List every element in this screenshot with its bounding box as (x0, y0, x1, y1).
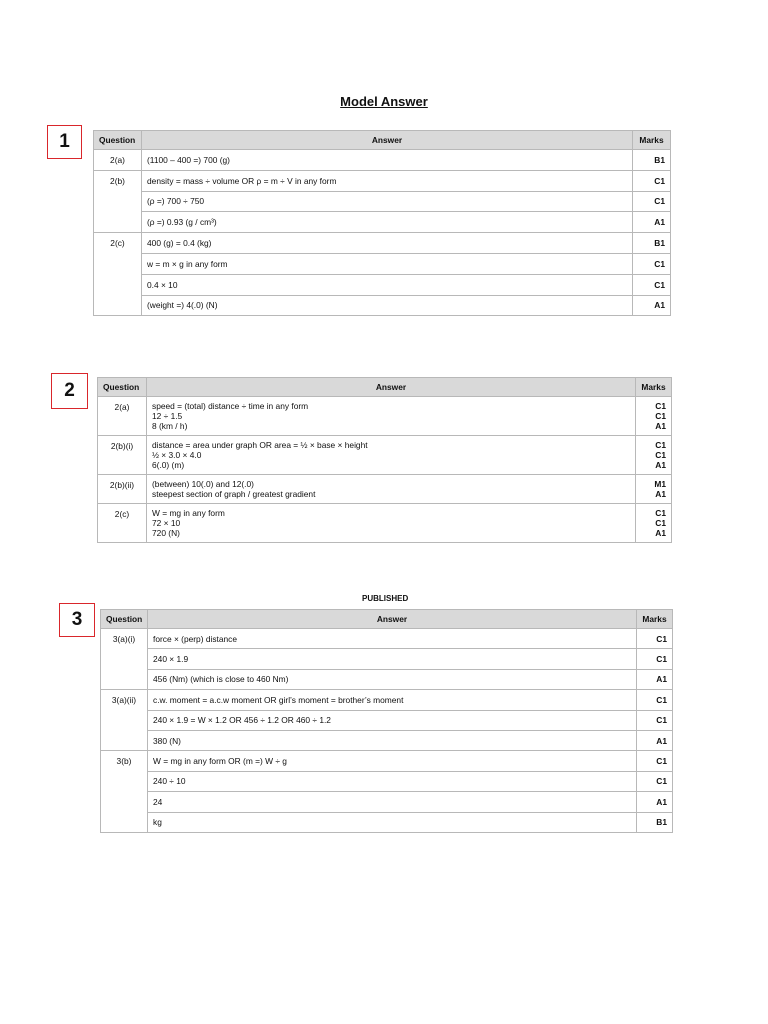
marks-cell: C1 (633, 191, 671, 212)
mark-line: C1 (655, 518, 666, 528)
table-row (94, 212, 671, 233)
answer-line: 12 ÷ 1.5 (152, 411, 183, 421)
marks-cell: C1 (637, 690, 673, 710)
question-number-cell: 2(a) (94, 150, 142, 171)
answer-line: distance = area under graph OR area = ½ × base × height (152, 440, 368, 450)
marks-header: Marks (637, 610, 673, 629)
mark-line: M1 (654, 479, 666, 489)
question-header: Question (94, 131, 142, 150)
table-row (101, 812, 673, 832)
marks-cell: B1 (637, 812, 673, 832)
question-header: Question (101, 610, 148, 629)
marks-cell: C1 (633, 274, 671, 295)
table-row (94, 233, 671, 254)
table-row (101, 710, 673, 730)
answer-cell: 24 (148, 792, 637, 812)
mark-line: C1 (655, 401, 666, 411)
table-row (94, 274, 671, 295)
answer-cell: force × (perp) distance (148, 629, 637, 649)
mark-scheme-table-1 (93, 130, 671, 316)
answer-header: Answer (148, 610, 637, 629)
marks-cell: A1 (633, 212, 671, 233)
answer-cell (147, 504, 636, 543)
answer-header: Answer (142, 131, 633, 150)
marks-cell: A1 (633, 295, 671, 316)
marks-cell (636, 397, 672, 436)
answer-cell: 456 (Nm) (which is close to 460 Nm) (148, 669, 637, 689)
answer-line: 6(.0) (m) (152, 460, 185, 470)
answer-cell: c.w. moment = a.c.w moment OR girl’s moment = brother’s moment (148, 690, 637, 710)
marks-cell: C1 (637, 751, 673, 771)
answer-cell: 240 × 1.9 (148, 649, 637, 669)
table-row (98, 475, 672, 504)
answer-line: (between) 10(.0) and 12(.0) (152, 479, 254, 489)
answer-cell: 240 ÷ 10 (148, 771, 637, 791)
answer-cell: (ρ =) 0.93 (g / cm³) (142, 212, 633, 233)
table-row (98, 397, 672, 436)
table-row (101, 690, 673, 710)
answer-cell: 240 × 1.9 = W × 1.2 OR 456 ÷ 1.2 OR 460 ÷ 1.2 (148, 710, 637, 730)
table-row (101, 649, 673, 669)
answer-line: 720 (N) (152, 528, 180, 538)
question-number-cell: 3(a)(ii) (101, 690, 148, 751)
mark-line: C1 (655, 450, 666, 460)
marks-cell: B1 (633, 150, 671, 171)
table-row (98, 436, 672, 475)
answer-line: speed = (total) distance ÷ time in any form (152, 401, 309, 411)
question-number-cell: 3(a)(i) (101, 629, 148, 690)
marks-cell (636, 436, 672, 475)
question-number-cell: 2(c) (94, 233, 142, 316)
question-number-cell: 2(b)(i) (98, 436, 147, 475)
table-row (94, 295, 671, 316)
question-number-cell: 2(a) (98, 397, 147, 436)
answer-cell: w = m × g in any form (142, 253, 633, 274)
marks-cell (636, 475, 672, 504)
table-row (101, 771, 673, 791)
marks-cell: C1 (637, 771, 673, 791)
answer-line: steepest section of graph / greatest gradient (152, 489, 316, 499)
mark-line: C1 (655, 508, 666, 518)
marks-cell: C1 (637, 649, 673, 669)
answer-cell (147, 475, 636, 504)
mark-line: C1 (655, 440, 666, 450)
answer-line: 72 × 10 (152, 518, 181, 528)
table-row (94, 191, 671, 212)
answer-cell: 400 (g) = 0.4 (kg) (142, 233, 633, 254)
question-number-cell: 2(b)(ii) (98, 475, 147, 504)
badge-2: 2 (51, 373, 88, 409)
answer-cell: (1100 – 400 =) 700 (g) (142, 150, 633, 171)
page-title: Model Answer (340, 94, 428, 109)
answer-cell: (weight =) 4(.0) (N) (142, 295, 633, 316)
question-number-cell: 3(b) (101, 751, 148, 833)
question-number-cell: 2(c) (98, 504, 147, 543)
marks-cell: A1 (637, 730, 673, 750)
table-row (101, 669, 673, 689)
badge-1: 1 (47, 125, 82, 159)
marks-cell: B1 (633, 233, 671, 254)
marks-cell (636, 504, 672, 543)
answer-cell: W = mg in any form OR (m =) W ÷ g (148, 751, 637, 771)
question-number-cell: 2(b) (94, 170, 142, 232)
question-header: Question (98, 378, 147, 397)
answer-cell: kg (148, 812, 637, 832)
answer-line: ½ × 3.0 × 4.0 (152, 450, 202, 460)
table-row (94, 253, 671, 274)
mark-line: C1 (655, 411, 666, 421)
answer-line: W = mg in any form (152, 508, 225, 518)
answer-cell (147, 397, 636, 436)
table-row (101, 751, 673, 771)
mark-scheme-table-2 (97, 377, 672, 543)
mark-line: A1 (655, 421, 666, 431)
table-row (101, 629, 673, 649)
table-row (94, 170, 671, 191)
table-row (101, 730, 673, 750)
answer-cell: (ρ =) 700 ÷ 750 (142, 191, 633, 212)
mark-line: A1 (655, 528, 666, 538)
table-row (94, 150, 671, 171)
marks-cell: C1 (633, 253, 671, 274)
marks-header: Marks (636, 378, 672, 397)
answer-cell (147, 436, 636, 475)
mark-line: A1 (655, 460, 666, 470)
answer-cell: 0.4 × 10 (142, 274, 633, 295)
answer-cell: 380 (N) (148, 730, 637, 750)
marks-cell: C1 (637, 710, 673, 730)
marks-cell: A1 (637, 792, 673, 812)
badge-3: 3 (59, 603, 95, 637)
marks-cell: C1 (633, 170, 671, 191)
marks-header: Marks (633, 131, 671, 150)
answer-line: 8 (km / h) (152, 421, 188, 431)
mark-scheme-table-3 (100, 609, 673, 833)
marks-cell: C1 (637, 629, 673, 649)
marks-cell: A1 (637, 669, 673, 689)
table-row (98, 504, 672, 543)
answer-header: Answer (147, 378, 636, 397)
answer-cell: density = mass ÷ volume OR ρ = m ÷ V in any form (142, 170, 633, 191)
cropped-header-text: PUBLISHED (362, 594, 409, 603)
table-row (101, 792, 673, 812)
mark-line: A1 (655, 489, 666, 499)
